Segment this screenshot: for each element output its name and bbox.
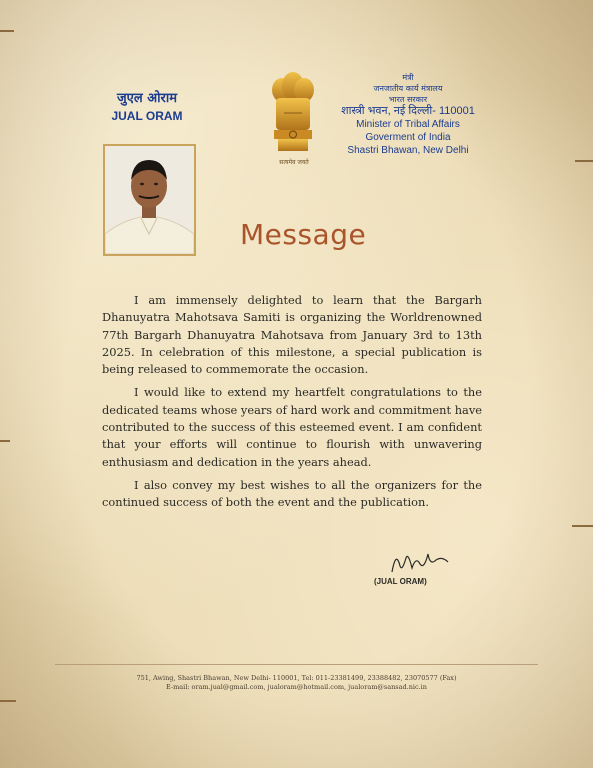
signature-icon [386, 546, 456, 576]
minister-portrait [103, 144, 196, 256]
portrait-illustration [105, 146, 194, 254]
national-emblem-icon [264, 68, 322, 168]
message-title: Message [240, 218, 367, 251]
signatory-name: (JUAL ORAM) [374, 577, 427, 586]
torn-edge [575, 160, 593, 162]
address-english: Shastri Bhawan, New Delhi [347, 145, 469, 156]
government-hindi: भारत सरकार [388, 95, 428, 104]
footer-contact [55, 674, 538, 692]
torn-edge [0, 30, 14, 32]
footer-divider [55, 664, 538, 665]
minister-name-hindi: जुएल ओराम [117, 91, 177, 106]
footer-address: 751, Awing, Shastri Bhawan, New Delhi- 110001, Tel: 011-23381499, 23388482, 23070577 (Fax) [136, 674, 457, 682]
government-english: Goverment of India [365, 132, 451, 143]
torn-edge [0, 700, 16, 702]
message-paragraph: I would like to extend my heartfelt congratulations to the dedicated teams whose years of hard work and commitment have contributed to the success of this esteemed event. I am confident that your efforts will continue to flourish with unwavering enthusiasm and dedication in the years ahead. [102, 385, 483, 469]
office-title-english: Minister of Tribal Affairs [356, 119, 460, 130]
emblem-motto: सत्यमेव जयते [279, 159, 309, 166]
address-hindi-pincode: शास्त्री भवन, नई दिल्ली- 110001 [341, 105, 475, 117]
message-paragraph: I am immensely delighted to learn that the Bargarh Dhanuyatra Mahotsava Samiti is organizing the Worldrenowned 77th Bargarh Dhanuyatra Mahotsava from January 3rd to 13th 2025. In celebration of this milestone, a special publication is being released to commemorate the occasion. [102, 293, 482, 377]
footer-emails: E-mail: oram.jual@gmail.com, jualoram@hotmail.com, jualoram@sansad.nic.in [166, 683, 427, 691]
message-body [102, 292, 482, 512]
office-address-block [328, 72, 488, 157]
message-paragraph: I also convey my best wishes to all the organizers for the continued success of both the event and the publication. [102, 477, 482, 510]
minister-name-english: JUAL ORAM [111, 109, 183, 123]
office-title-hindi: मंत्री [402, 73, 414, 82]
torn-edge [572, 525, 593, 527]
torn-edge [0, 440, 10, 442]
ministry-name-hindi: जनजातीय कार्य मंत्रालय [373, 84, 443, 93]
